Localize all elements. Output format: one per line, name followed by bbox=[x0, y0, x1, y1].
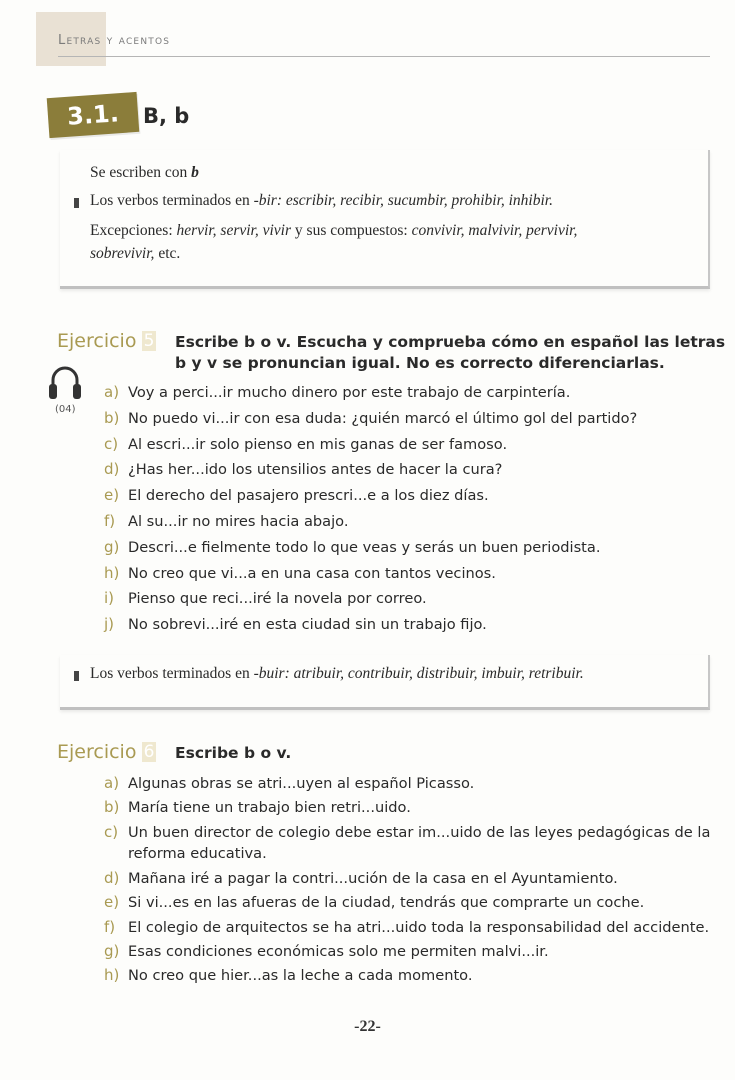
exercise6-label: Ejercicio bbox=[57, 741, 137, 763]
item-text: María tiene un trabajo bien retri...uido. bbox=[128, 799, 411, 817]
item-letter: e) bbox=[104, 893, 120, 912]
item-text: Esas condiciones económicas solo me permiten malvi...ir. bbox=[128, 942, 549, 960]
exceptions-label: Excepciones: bbox=[90, 222, 173, 239]
item-letter: a) bbox=[104, 383, 120, 401]
exercise-item-continuation: reforma educativa. bbox=[128, 844, 267, 862]
exercise5-label: Ejercicio bbox=[57, 330, 137, 352]
exercise-item bbox=[104, 512, 349, 530]
rule-box-buir bbox=[60, 655, 710, 710]
item-text: Al su...ir no mires hacia abajo. bbox=[128, 513, 349, 530]
exceptions-words: hervir, servir, vivir bbox=[176, 222, 292, 239]
page-number: -22- bbox=[354, 1018, 381, 1035]
exercise-item bbox=[104, 823, 710, 841]
bullet-square-icon bbox=[74, 671, 79, 681]
exercise-item bbox=[104, 869, 618, 887]
section-number-badge: 3.1. bbox=[47, 92, 140, 138]
exercise5-instruction-line1: Escribe b o v. Escucha y comprueba cómo en español las letras bbox=[175, 333, 726, 351]
rule2-bullet-examples: atribuir, contribuir, distribuir, imbuir, retribuir. bbox=[293, 665, 584, 682]
bullet-square-icon bbox=[74, 198, 79, 208]
item-letter: b) bbox=[104, 798, 120, 817]
rule-bullet-buir bbox=[90, 665, 584, 683]
exceptions-compounds: convivir, malvivir, pervivir, bbox=[411, 222, 578, 239]
exercise6-instruction: Escribe b o v. bbox=[175, 744, 292, 762]
rule-bullet-examples: escribir, recibir, sucumbir, prohibir, inhibir. bbox=[285, 192, 553, 209]
item-text: No sobrevi...iré en esta ciudad sin un trabajo fijo. bbox=[128, 616, 487, 634]
item-text: Voy a perci...ir mucho dinero por este trabajo de carpintería. bbox=[128, 384, 571, 401]
exercise5-number: 5 bbox=[143, 331, 155, 351]
exercise-item bbox=[104, 460, 502, 478]
item-letter: c) bbox=[104, 434, 119, 453]
item-letter: f) bbox=[104, 917, 116, 936]
item-letter: d) bbox=[104, 868, 120, 887]
rule-heading-text: Se escriben con bbox=[90, 164, 192, 181]
headphones-icon bbox=[48, 363, 82, 407]
item-letter: b) bbox=[104, 408, 120, 427]
rule-box-bir bbox=[60, 150, 710, 289]
rule-bullet-prefix: Los verbos terminados en bbox=[90, 192, 254, 209]
item-text: Mañana iré a pagar la contri...ución de la casa en el Ayuntamiento. bbox=[128, 869, 618, 887]
exercise5-instruction-line2: b y v se pronuncian igual. No es correcto diferenciarlas. bbox=[175, 354, 665, 372]
item-letter: g) bbox=[104, 941, 120, 960]
exercise-item bbox=[104, 615, 487, 633]
item-letter: d) bbox=[104, 460, 120, 479]
rule-heading bbox=[90, 164, 199, 182]
exceptions-line2-tail: etc. bbox=[158, 245, 181, 262]
item-letter: c) bbox=[104, 822, 119, 841]
running-title: Letras y acentos bbox=[58, 33, 171, 48]
item-text: El colegio de arquitectos se ha atri...uido toda la responsabilidad del accidente. bbox=[128, 918, 710, 936]
item-text: Pienso que reci...iré la novela por correo. bbox=[128, 590, 427, 608]
item-letter: h) bbox=[104, 966, 120, 985]
rule-heading-letter: b bbox=[191, 164, 199, 181]
item-text: Algunas obras se atri...uyen al español Picasso. bbox=[128, 775, 475, 792]
rule-bullet-ending: -bir: bbox=[253, 192, 282, 209]
exercise-item bbox=[104, 798, 411, 816]
item-text: Si vi...es en las afueras de la ciudad, tendrás que comprarte un coche. bbox=[128, 894, 645, 912]
item-letter: i) bbox=[104, 589, 115, 608]
item-text: Descri...e fielmente todo lo que veas y serás un buen periodista. bbox=[128, 538, 601, 556]
exceptions-mid: y sus compuestos: bbox=[294, 222, 408, 239]
rule-exceptions-line2 bbox=[90, 245, 180, 263]
item-text: No creo que hier...as la leche a cada momento. bbox=[128, 967, 473, 985]
exercise-item bbox=[104, 966, 472, 984]
item-text: No creo que vi...a en una casa con tantos vecinos. bbox=[128, 564, 496, 582]
rule-bullet-bir bbox=[90, 192, 553, 210]
exercise-item bbox=[104, 409, 637, 427]
exercise-item bbox=[104, 383, 570, 401]
exercise-item bbox=[104, 893, 644, 911]
item-letter: h) bbox=[104, 563, 120, 582]
exercise-item bbox=[104, 942, 549, 960]
item-text: El derecho del pasajero prescri...e a los diez días. bbox=[128, 487, 489, 505]
item-letter: g) bbox=[104, 537, 120, 556]
item-text: ¿Has her...ido los utensilios antes de hacer la cura? bbox=[128, 461, 503, 479]
item-text: Al escri...ir solo pienso en mis ganas de ser famoso. bbox=[128, 435, 508, 453]
item-letter: a) bbox=[104, 774, 120, 792]
exercise-item bbox=[104, 435, 507, 453]
rule-exceptions-line1 bbox=[90, 222, 577, 240]
header-rule bbox=[58, 56, 710, 57]
audio-track-number: (04) bbox=[55, 404, 76, 415]
rule2-bullet-prefix: Los verbos terminados en bbox=[90, 665, 254, 682]
item-letter: e) bbox=[104, 486, 120, 505]
rule2-bullet-ending: -buir: bbox=[253, 665, 290, 682]
item-letter: f) bbox=[104, 512, 116, 530]
exceptions-line2-words: sobrevivir, bbox=[90, 245, 155, 262]
exercise-item bbox=[104, 589, 427, 607]
exercise6-number: 6 bbox=[143, 742, 155, 762]
item-letter: j) bbox=[104, 615, 115, 634]
item-text: Un buen director de colegio debe estar im...uido de las leyes pedagógicas de la bbox=[128, 823, 711, 841]
exercise-item bbox=[104, 486, 489, 504]
item-text: No puedo vi...ir con esa duda: ¿quién marcó el último gol del partido? bbox=[128, 409, 638, 427]
exercise-item bbox=[104, 918, 709, 936]
exercise-item bbox=[104, 538, 601, 556]
exercise-item bbox=[104, 774, 474, 792]
exercise-item bbox=[104, 564, 496, 582]
section-title: B, b bbox=[143, 104, 190, 128]
